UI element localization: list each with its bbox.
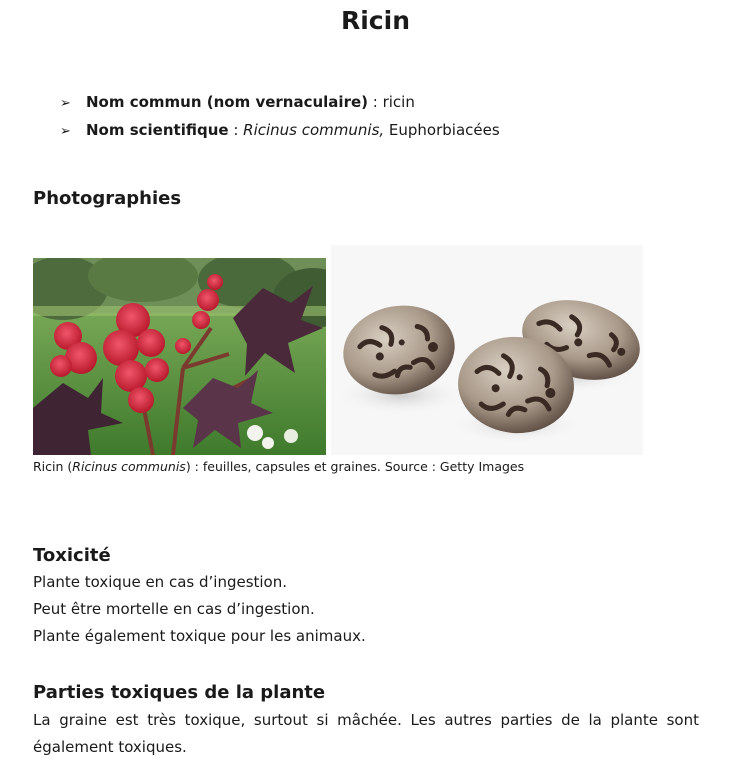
toxicity-line: Plante également toxique pour les animaux.	[33, 627, 366, 645]
ricin-seeds-photo	[331, 245, 643, 455]
toxicity-line: Peut être mortelle en cas d’ingestion.	[33, 600, 315, 618]
common-name-item	[60, 88, 500, 116]
caption-suffix: ) : feuilles, capsules et graines. Source : Getty Images	[185, 459, 525, 474]
bullet-arrow-icon: ➢	[60, 124, 71, 139]
names-list	[60, 88, 500, 144]
family-name: Euphorbiacées	[384, 121, 500, 139]
photo-gallery	[33, 245, 643, 455]
toxicity-line: Plante toxique en cas d’ingestion.	[33, 573, 288, 591]
caption-prefix: Ricin (	[33, 459, 73, 474]
photo-caption	[33, 459, 524, 474]
scientific-name-label: Nom scientifique	[86, 121, 229, 139]
scientific-name-item	[60, 116, 500, 144]
toxic-parts-heading: Parties toxiques de la plante	[33, 682, 326, 703]
scientific-name-value: Ricinus communis,	[243, 121, 385, 139]
page-title: Ricin	[340, 6, 410, 35]
photos-heading: Photographies	[33, 188, 182, 209]
toxicity-text	[33, 569, 366, 650]
caption-scientific-name: Ricinus communis	[72, 459, 186, 474]
toxicity-heading: Toxicité	[33, 545, 111, 566]
common-name-value: ricin	[382, 93, 415, 111]
bullet-arrow-icon: ➢	[60, 96, 71, 111]
toxic-parts-text: La graine est très toxique, surtout si mâchée. Les autres parties de la plante sont également toxiques.	[33, 711, 699, 756]
common-name-label: Nom commun (nom vernaculaire)	[86, 93, 368, 111]
common-name-separator: :	[368, 93, 383, 111]
ricin-plant-photo	[33, 258, 326, 455]
scientific-name-separator: :	[228, 121, 244, 139]
